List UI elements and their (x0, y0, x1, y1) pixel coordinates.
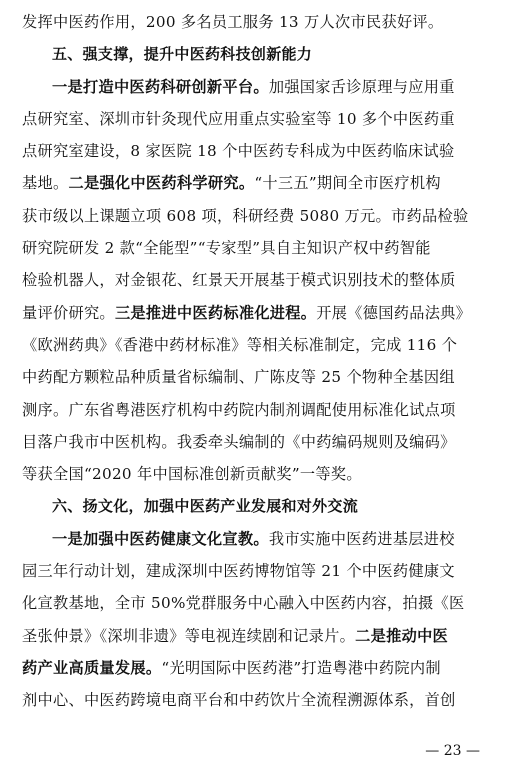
paragraph-line (22, 620, 490, 652)
body-text: “光明国际中医药港”打造粤港中药院内制 (161, 658, 441, 677)
bold-text: 五、强支撑，提升中医药科技创新能力 (52, 45, 313, 64)
body-text: 研究院研发 2 款“全能型”“专家型”具自主知识产权中药智能 (22, 239, 431, 258)
paragraph-line (22, 555, 490, 587)
paragraph-line (22, 458, 490, 490)
paragraph-line (22, 200, 490, 232)
body-text: 目落户我市中医机构。我委牵头编制的《中药编码规则及编码》 (22, 432, 456, 451)
body-text: 点研究室建设，8 家医院 18 个中医药专科成为中医药临床试验 (22, 142, 455, 161)
page-number: — 23 — (425, 743, 480, 759)
bold-text: 一是打造中医药科研创新平台。 (52, 77, 269, 96)
body-text: 点研究室、深圳市针灸现代应用重点实验室等 10 多个中医药重 (22, 109, 455, 128)
body-text: 中药配方颗粒品种质量省标编制、广陈皮等 25 个物种全基因组 (22, 368, 455, 387)
bold-text: 药产业高质量发展。 (22, 658, 162, 677)
paragraph-line (22, 329, 490, 361)
paragraph-line (22, 684, 490, 716)
bold-text: 二是推动中医 (355, 626, 449, 645)
body-text: 等获全国“2020 年中国标准创新贡献奖”一等奖。 (22, 465, 362, 484)
body-text: 《欧洲药典》《香港中药材标准》等相关标准制定，完成 116 个 (22, 335, 458, 354)
body-text: 化宣教基地，全市 50%党群服务中心融入中医药内容，拍摄《医 (22, 594, 465, 613)
body-text: 量评价研究。 (22, 303, 115, 322)
bold-text: 二是强化中医药科学研究。 (68, 174, 255, 193)
bold-text: 一是加强中医药健康文化宣教。 (52, 529, 269, 548)
section-heading (22, 38, 490, 70)
paragraph-line (22, 264, 490, 296)
body-text: 基地。 (22, 174, 69, 193)
paragraph-line (22, 6, 490, 38)
paragraph-line (22, 652, 490, 684)
bold-text: 六、扬文化，加强中医药产业发展和对外交流 (52, 497, 359, 516)
bold-text: 三是推进中医药标准化进程。 (114, 303, 317, 322)
body-text: 圣张仲景》《深圳非遗》等电视连续剧和记录片。 (22, 626, 356, 645)
paragraph-line (22, 167, 490, 199)
paragraph-line (22, 361, 490, 393)
body-text: 开展《德国药品法典》 (316, 303, 472, 322)
body-text: 测序。广东省粤港医疗机构中药院内制剂调配使用标准化试点项 (22, 400, 456, 419)
body-text: 园三年行动计划，建成深圳中医药博物馆等 21 个中医药健康文 (22, 562, 455, 581)
body-text: “十三五”期间全市医疗机构 (254, 174, 441, 193)
body-text: 剂中心、中医药跨境电商平台和中药饮片全流程溯源体系，首创 (22, 691, 456, 710)
paragraph-line (22, 297, 490, 329)
body-text: 我市实施中医药进基层进校 (268, 529, 455, 548)
paragraph-line (22, 103, 490, 135)
body-text: 获市级以上课题立项 608 项，科研经费 5080 万元。市药品检验 (22, 206, 469, 225)
paragraph-line (22, 394, 490, 426)
body-text: 检验机器人，对金银花、红景天开展基于模式识别技术的整体质 (22, 271, 456, 290)
paragraph-line (22, 523, 490, 555)
paragraph-line (22, 587, 490, 619)
body-text: 加强国家舌诊原理与应用重 (268, 77, 455, 96)
paragraph-line (22, 71, 490, 103)
paragraph-line (22, 426, 490, 458)
section-heading (22, 490, 490, 522)
body-text: 发挥中医药作用，200 多名员工服务 13 万人次市民获好评。 (22, 13, 444, 31)
document-page (22, 6, 490, 717)
paragraph-line (22, 232, 490, 264)
paragraph-line (22, 135, 490, 167)
